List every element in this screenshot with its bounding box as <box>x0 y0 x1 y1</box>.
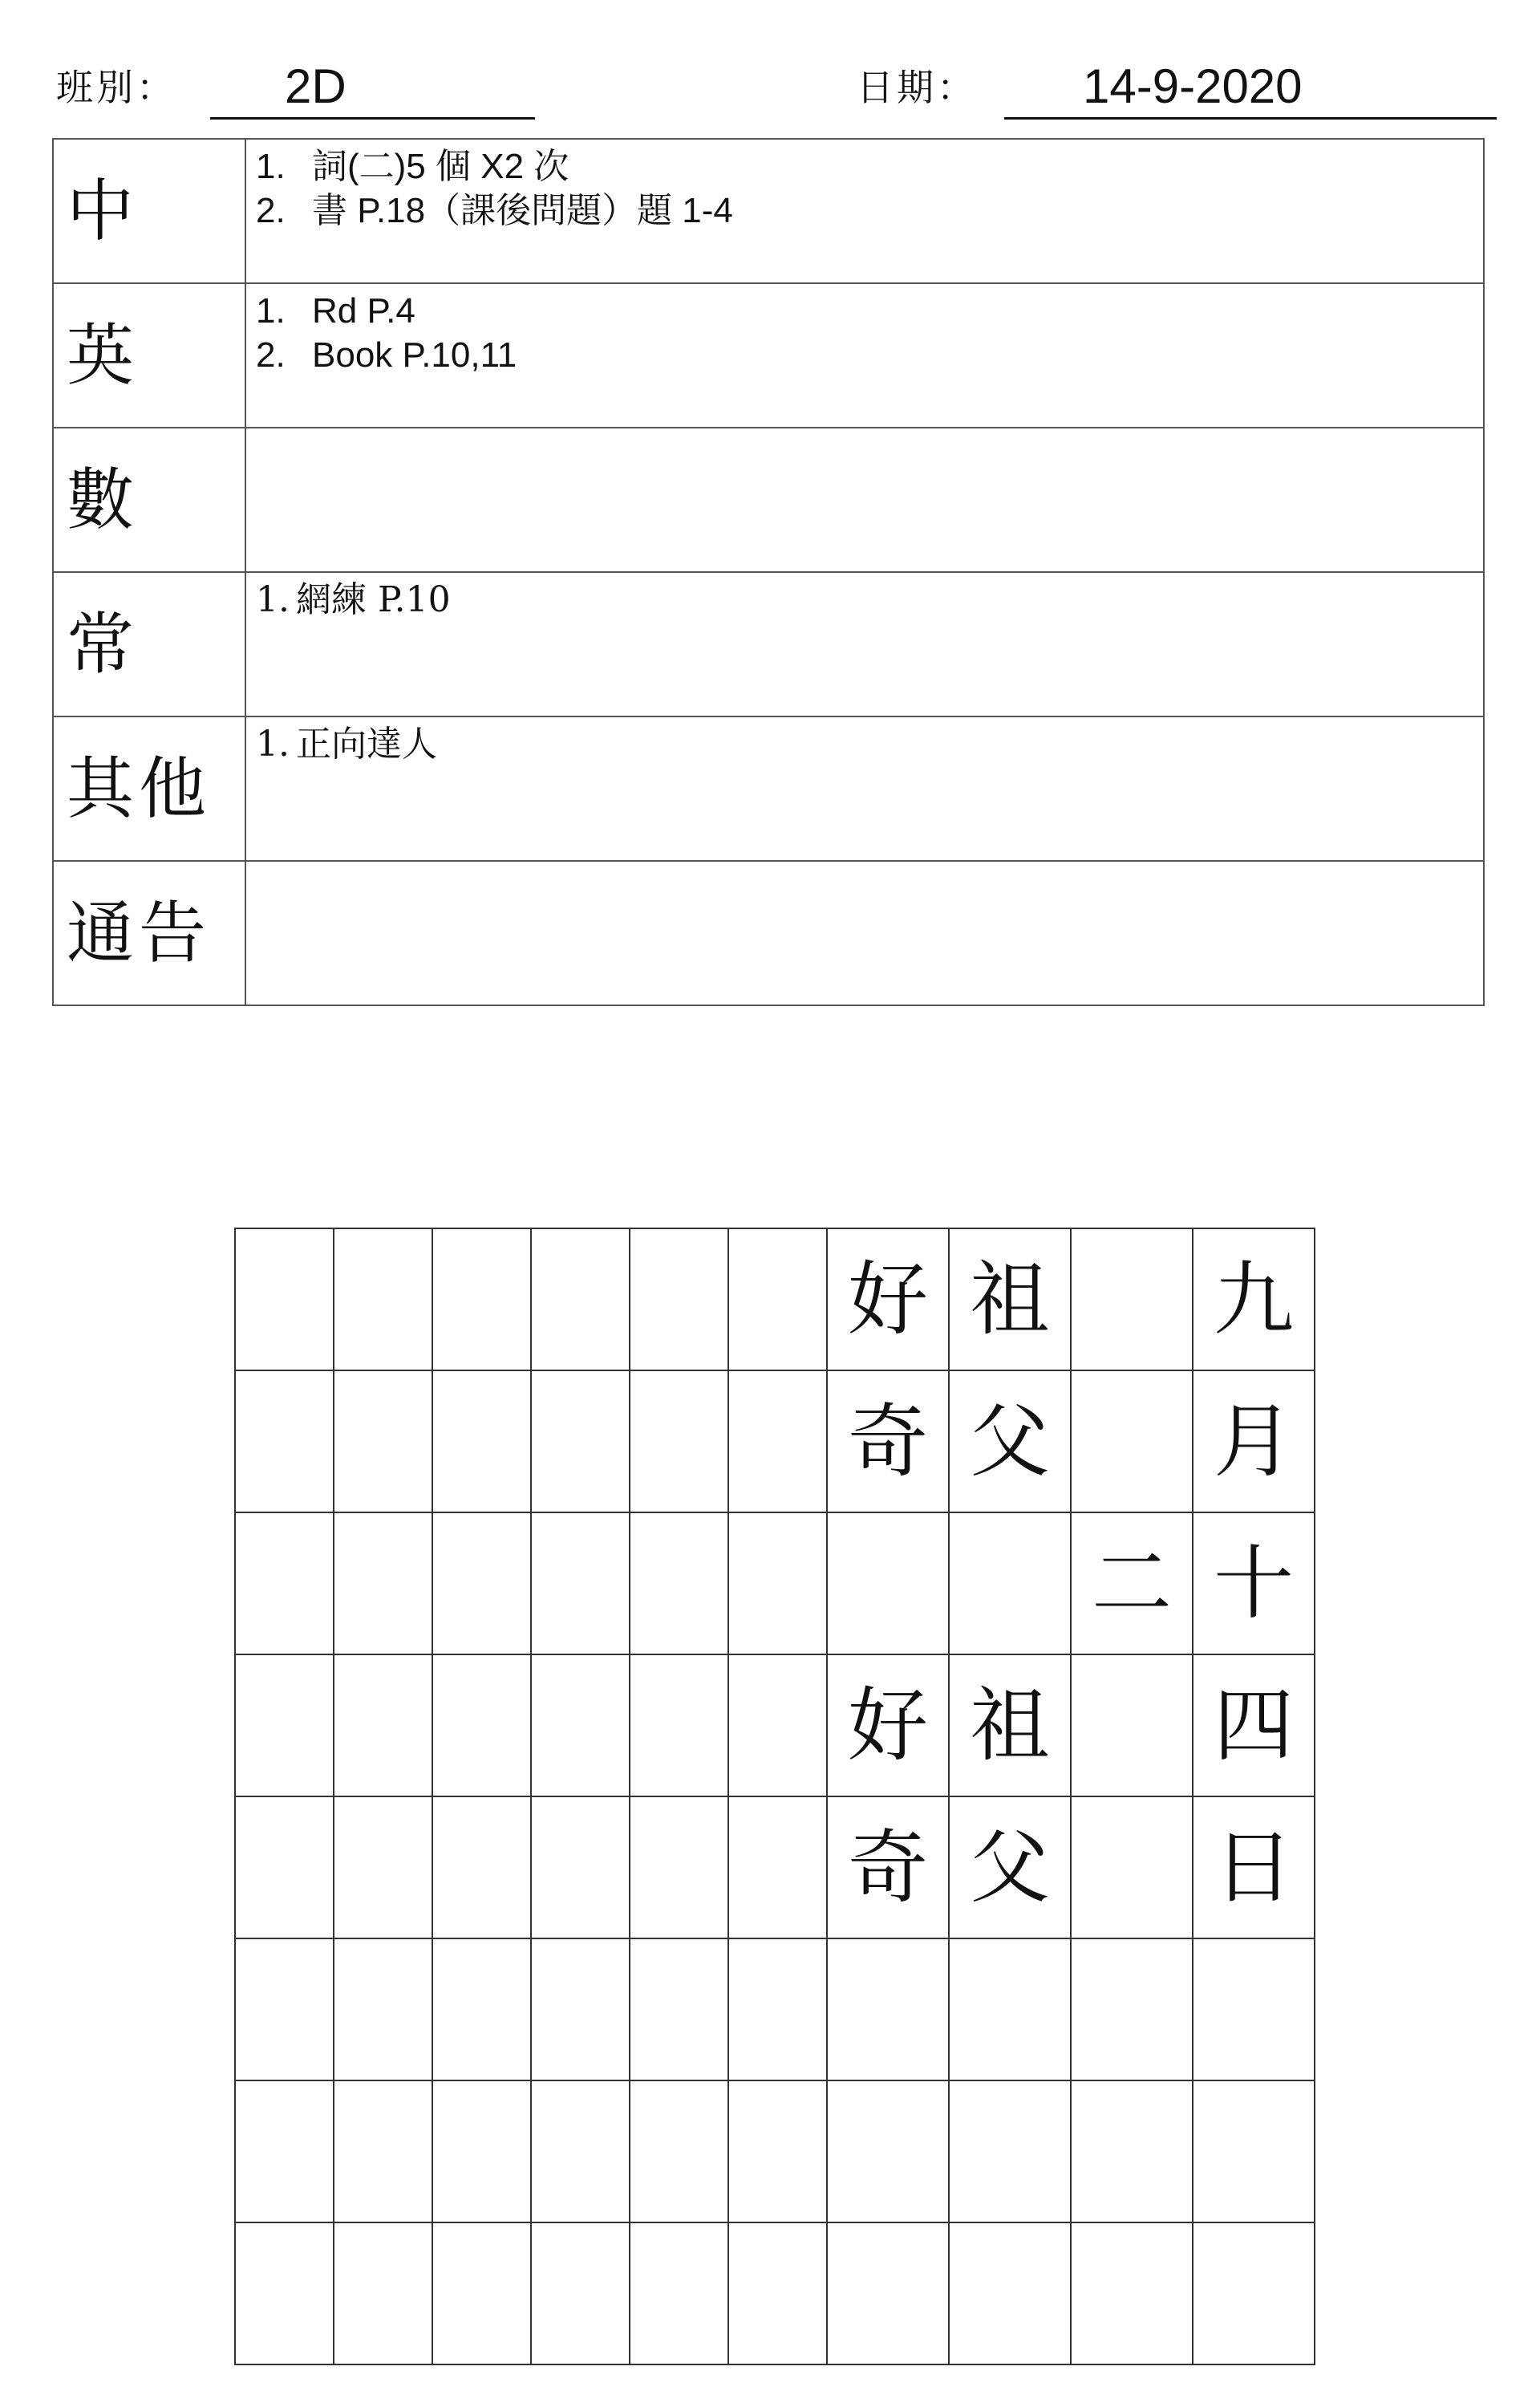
subject-others: 其他 <box>53 716 245 861</box>
homework-items-general-studies <box>245 572 1484 716</box>
grid-cell: 祖 <box>949 1228 1071 1370</box>
grid-row <box>235 2080 1315 2222</box>
grid-cell <box>334 1796 432 1938</box>
homework-item: 1. 網練 P.10 <box>256 579 451 620</box>
homework-items-english <box>245 283 1484 428</box>
homework-item: 1. 詞(二)5 個 X2 次 <box>256 147 569 186</box>
grid-cell <box>728 1512 827 1654</box>
subject-math: 數 <box>53 428 245 572</box>
grid-cell <box>827 2080 949 2222</box>
homework-table <box>52 138 1485 1006</box>
date-value: 14-9-2020 <box>1083 59 1303 113</box>
grid-cell <box>728 1228 827 1370</box>
class-value: 2D <box>285 59 346 113</box>
grid-cell <box>432 1370 531 1512</box>
grid-cell <box>334 1228 432 1370</box>
grid-row <box>235 1228 1315 1370</box>
grid-cell <box>630 1228 728 1370</box>
grid-cell: 奇 <box>827 1370 949 1512</box>
grid-cell <box>235 1654 334 1796</box>
grid-cell <box>531 1370 630 1512</box>
grid-cell: 二 <box>1071 1512 1193 1654</box>
homework-row-notices <box>53 861 1484 1005</box>
grid-cell <box>949 2222 1071 2364</box>
grid-cell <box>235 1370 334 1512</box>
grid-cell: 奇 <box>827 1796 949 1938</box>
grid-cell <box>334 2222 432 2364</box>
grid-cell <box>949 2080 1071 2222</box>
grid-cell: 九 <box>1193 1228 1315 1370</box>
homework-row-chinese <box>53 139 1484 283</box>
grid-cell <box>728 2080 827 2222</box>
homework-item: 2. 書 P.18（課後問題）題 1-4 <box>256 191 733 230</box>
grid-cell <box>630 1938 728 2080</box>
grid-cell <box>728 1938 827 2080</box>
grid-cell <box>728 2222 827 2364</box>
grid-cell <box>531 1228 630 1370</box>
subject-english: 英 <box>53 283 245 428</box>
grid-cell <box>531 1654 630 1796</box>
grid-cell <box>728 1370 827 1512</box>
grid-cell <box>949 1938 1071 2080</box>
grid-cell <box>432 2080 531 2222</box>
grid-cell <box>630 2080 728 2222</box>
class-underline <box>210 117 535 120</box>
grid-cell <box>334 1370 432 1512</box>
homework-item: 1. 正向達人 <box>256 724 437 765</box>
grid-row <box>235 1370 1315 1512</box>
grid-cell <box>1071 1938 1193 2080</box>
subject-general-studies: 常 <box>53 572 245 716</box>
grid-cell <box>235 1512 334 1654</box>
grid-cell <box>235 2222 334 2364</box>
grid-cell: 日 <box>1193 1796 1315 1938</box>
grid-cell <box>432 2222 531 2364</box>
homework-row-math <box>53 428 1484 572</box>
grid-cell <box>1193 1938 1315 2080</box>
grid-cell <box>1071 1654 1193 1796</box>
date-underline <box>1004 117 1497 120</box>
grid-cell: 十 <box>1193 1512 1315 1654</box>
grid-cell <box>432 1654 531 1796</box>
homework-row-english <box>53 283 1484 428</box>
grid-cell: 父 <box>949 1370 1071 1512</box>
grid-cell: 月 <box>1193 1370 1315 1512</box>
grid-cell <box>728 1796 827 1938</box>
grid-row <box>235 1654 1315 1796</box>
grid-cell <box>827 2222 949 2364</box>
subject-chinese: 中 <box>53 139 245 283</box>
grid-cell <box>630 1512 728 1654</box>
grid-cell: 好 <box>827 1654 949 1796</box>
grid-cell <box>334 1938 432 2080</box>
homework-items-math <box>245 428 1484 572</box>
homework-row-others <box>53 716 1484 861</box>
grid-cell <box>630 1370 728 1512</box>
grid-cell: 父 <box>949 1796 1071 1938</box>
grid-cell <box>1193 2080 1315 2222</box>
grid-cell <box>630 1654 728 1796</box>
grid-row <box>235 1512 1315 1654</box>
homework-items-notices <box>245 861 1484 1005</box>
homework-item: 1. Rd P.4 <box>256 291 415 331</box>
grid-cell <box>827 1512 949 1654</box>
class-label: 班別： <box>56 66 176 109</box>
grid-cell <box>531 1796 630 1938</box>
grid-cell: 四 <box>1193 1654 1315 1796</box>
grid-cell <box>531 1512 630 1654</box>
grid-cell <box>235 2080 334 2222</box>
homework-row-general-studies <box>53 572 1484 716</box>
grid-cell <box>531 2080 630 2222</box>
grid-cell <box>1193 2222 1315 2364</box>
homework-items-chinese <box>245 139 1484 283</box>
grid-cell <box>728 1654 827 1796</box>
grid-row <box>235 1938 1315 2080</box>
homework-item: 2. Book P.10,11 <box>256 335 517 375</box>
grid-cell <box>235 1938 334 2080</box>
grid-cell <box>630 2222 728 2364</box>
grid-cell <box>432 1938 531 2080</box>
writing-grid <box>234 1228 1315 2365</box>
grid-row <box>235 1796 1315 1938</box>
grid-cell: 祖 <box>949 1654 1071 1796</box>
grid-cell <box>1071 1370 1193 1512</box>
grid-cell <box>432 1512 531 1654</box>
homework-items-others <box>245 716 1484 861</box>
grid-cell <box>827 1938 949 2080</box>
grid-cell <box>1071 1796 1193 1938</box>
grid-cell <box>949 1512 1071 1654</box>
grid-row <box>235 2222 1315 2364</box>
grid-cell <box>432 1796 531 1938</box>
grid-cell <box>235 1228 334 1370</box>
grid-cell <box>1071 2222 1193 2364</box>
grid-cell <box>334 1654 432 1796</box>
grid-cell: 好 <box>827 1228 949 1370</box>
date-label: 日期： <box>857 66 977 109</box>
grid-cell <box>334 1512 432 1654</box>
grid-cell <box>432 1228 531 1370</box>
grid-cell <box>531 1938 630 2080</box>
grid-cell <box>334 2080 432 2222</box>
grid-cell <box>630 1796 728 1938</box>
grid-cell <box>1071 1228 1193 1370</box>
grid-cell <box>235 1796 334 1938</box>
grid-cell <box>1071 2080 1193 2222</box>
grid-cell <box>531 2222 630 2364</box>
subject-notices: 通告 <box>53 861 245 1005</box>
